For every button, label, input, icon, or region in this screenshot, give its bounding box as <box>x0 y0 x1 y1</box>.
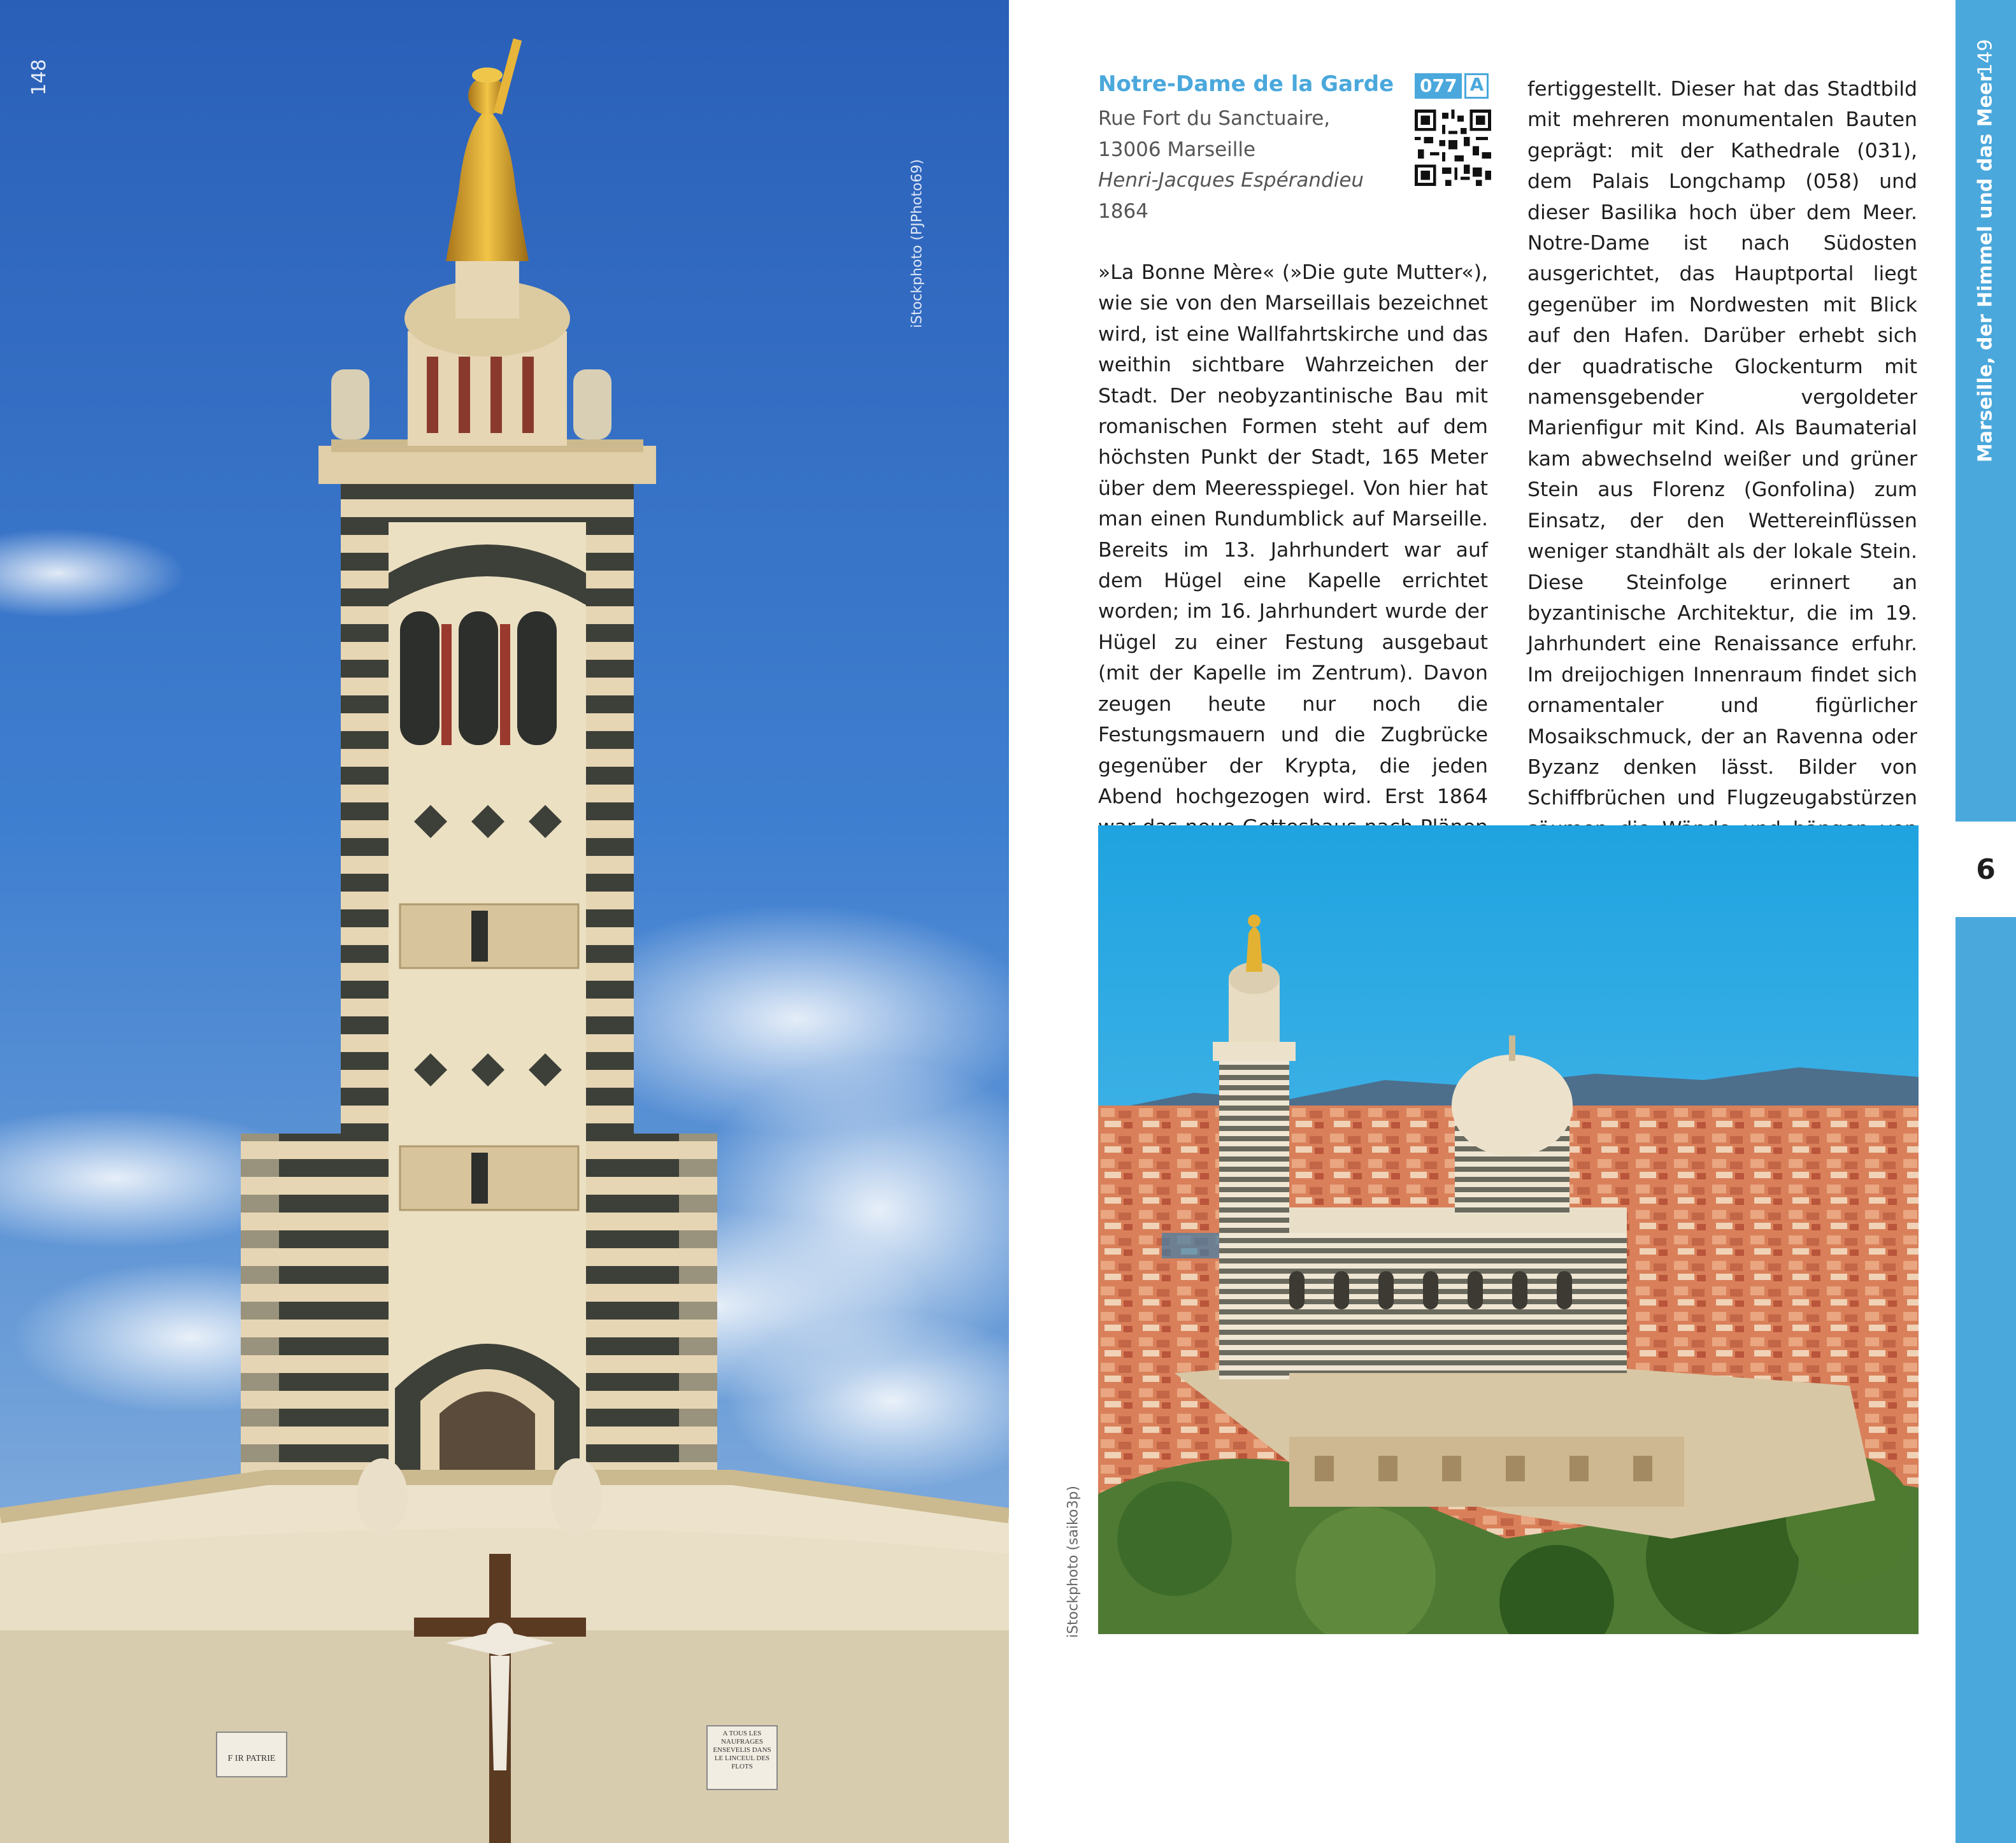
architect-name: Henri-Jacques Espérandieu <box>1098 169 1364 192</box>
photo-credit-left: iStockphoto (PJPhoto69) <box>909 159 926 329</box>
photo-aerial-basilica <box>1098 825 1919 1634</box>
body-text-column-2: fertiggestellt. Dieser hat das Stadtbild mit mehreren monumentalen Bauten geprägt: mit der Kathedrale (031), dem Palais Longchamp (058) und dieser Basilika hoch über dem Meer. Notre-Dame ist nach Südosten ausgerichtet, das Hauptportal liegt gegenüber im Nordwesten mit Blick auf den Hafen. Darüber erhebt sich der quadratische Glockenturm mit namensgebender vergoldeter Marienfigur mit Kind. Als Baumaterial kam abwechselnd weißer und grüner Stein aus Florenz (Gonfolina) zum Einsatz, der den Wettereinflüssen weniger standhält als der lokale Stein. Diese Steinfolge erinnert an byzantinische Architektur, die im 19. Jahrhundert eine Renaissance erfuhr. Im dreijochigen Innenraum findet sich ornamentaler und figürlicher Mosaikschmuck, der an Ravenna oder Byzanz denken lässt. Bilder von Schiffbrüchen und Flugzeugabstürzen <box>1527 78 1917 810</box>
chapter-number: 6 <box>1976 853 1996 886</box>
aerial-photo-illustration <box>1098 825 1919 1634</box>
plaque-right-text: A TOUS LES NAUFRAGES ENSEVELIS DANS LE LINCEUL DES FLOTS <box>713 1730 771 1770</box>
page-number-left: 148 <box>28 59 50 96</box>
entry-id-badge <box>1415 73 1489 99</box>
entry-map-letter: A <box>1464 73 1489 99</box>
address-line-2: 13006 Marseille <box>1098 138 1256 161</box>
plaque-left-text: F IR PATRIE <box>227 1754 276 1763</box>
qr-code-icon[interactable] <box>1415 110 1491 186</box>
address-line-1: Rue Fort du Sanctuaire, <box>1098 107 1331 130</box>
entry-title: Notre-Dame de la Garde <box>1098 71 1394 97</box>
page-number-right: 149 <box>1974 39 1997 76</box>
chapter-title: Marseille, der Himmel und das Meer <box>1974 72 1997 463</box>
construction-year: 1864 <box>1098 199 1148 223</box>
entry-id-number: 077 <box>1415 73 1462 99</box>
photo-credit-right: iStockphoto (saiko3p) <box>1065 1485 1082 1639</box>
entry-address <box>1098 103 1364 227</box>
body-text-column-1: »La Bonne Mère« (»Die gute Mutter«), wie sie von den Marseillais bezeichnet wird, ist eine Wallfahrtskirche und das weithin sichtbare Wahrzeichen der Stadt. Der neobyzantinische Bau mit romanischen Formen steht auf dem höchsten Punkt der Stadt, 165 Meter über dem Meeresspiegel. Von hier hat man einen Rundumblick auf Marseille. Bereits im 13. Jahrhundert war auf dem Hügel eine Kapelle errichtet worden; im 16. Jahrhundert wurde der Hügel zu einer Festung ausgebaut (mit der Kapelle im Zentrum). Davon zeugen heute nur noch die Festungsmauern und die Zugbrücke gegenüber der Krypta, die jeden Abend hochgezogen wird. Erst 1864 <box>1098 261 1488 808</box>
